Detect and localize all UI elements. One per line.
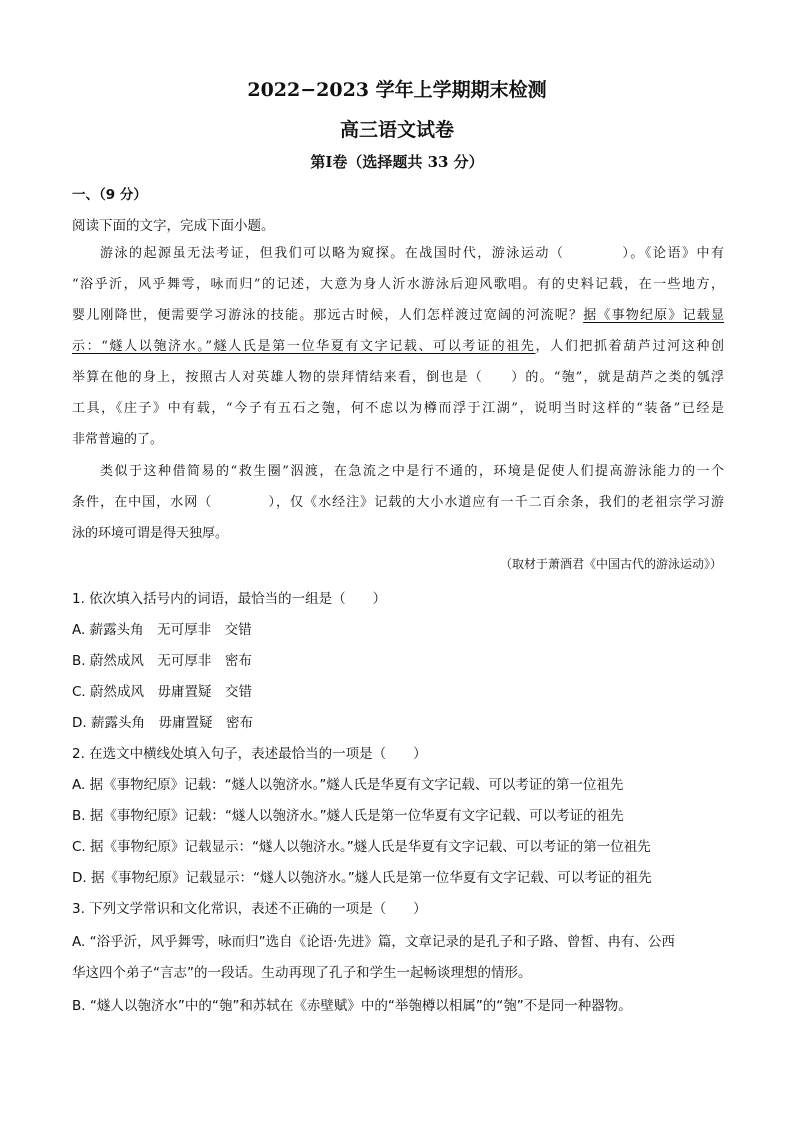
- passage-line: 条件，在中国，水网（ ），仅《水经注》记载的大小水道应有一千二百余条，我们的老祖宗学习游: [72, 495, 724, 510]
- passage-line: “浴乎沂，风乎舞雩，咏而归”的记述，大意为身人沂水游泳后迎风歌唱。有的史料记载，在一些地方，: [72, 277, 724, 292]
- passage-line: 游泳的起源虽无法考证，但我们可以略为窥探。在战国时代，游泳运动（ ）。《论语》中有: [100, 246, 724, 261]
- option-2a: A. 据《事物纪原》记载：“燧人以匏济水。”燧人氏是华夏有文字记载、可以考证的第一位祖先: [72, 777, 624, 793]
- option-3a: A. “浴乎沂，风乎舞雩，咏而归”选自《论语·先进》篇，文章记录的是孔子和子路、曾皙、冉有、公西: [72, 934, 675, 950]
- option-1c: C. 蔚然成风 毋庸置疑 交错: [72, 684, 253, 700]
- option-1a: A. 薪露头角 无可厚非 交错: [72, 622, 252, 638]
- passage-line: 工具，《庄子》中有载，“今子有五石之匏，何不虑以为樽而浮于江湖”，说明当时这样的“装备”已经是: [72, 401, 724, 416]
- volume-heading: 第Ⅰ卷（选择题共 33 分）: [310, 153, 484, 171]
- option-2d: D. 据《事物纪原》记载显示：“燧人以匏济水。”燧人氏是第一位华夏有文字记载、可以考证的祖先: [72, 870, 652, 886]
- section-instruction: 阅读下面的文字，完成下面小题。: [72, 218, 275, 234]
- option-3b: B. “燧人以匏济水”中的“匏”和苏轼在《赤壁赋》中的“举匏樽以相属”的“匏”不是同一种器物。: [72, 998, 632, 1014]
- option-3a-continued: 华这四个弟子“言志”的一段话。生动再现了孔子和学生一起畅谈理想的情形。: [72, 965, 532, 981]
- section-heading: 一、（9 分）: [72, 187, 147, 203]
- exam-subtitle: 高三语文试卷: [339, 119, 454, 141]
- option-1b: B. 蔚然成风 无可厚非 密布: [72, 653, 252, 669]
- underlined-text: 据《事物纪原》记载显: [583, 308, 724, 323]
- passage-paragraph-1: [72, 238, 724, 455]
- question-3: 3. 下列文学常识和文化常识，表述不正确的一项是（ ）: [72, 901, 427, 917]
- passage-line: [72, 300, 724, 331]
- passage-line: 类似于这种借简易的“救生圈”泅渡，在急流之中是行不通的，环境是促使人们提高游泳能力的一个: [100, 464, 724, 479]
- exam-title: 2022−2023 学年上学期期末检测: [247, 79, 547, 101]
- underlined-text: 示：“燧人以匏济水。”燧人氏是第一位华夏有文字记载、可以考证的祖先: [72, 339, 536, 354]
- passage-line: 非常普遍的了。: [72, 432, 164, 447]
- question-1: 1. 依次填入括号内的词语，最恰当的一组是（ ）: [72, 591, 387, 607]
- passage-line: 泳的环境可谓是得天独厚。: [72, 526, 229, 541]
- option-2c: C. 据《事物纪原》记载显示：“燧人以匏济水。”燧人氏是华夏有文字记载、可以考证的第一位祖先: [72, 839, 651, 855]
- option-2b: B. 据《事物纪原》记载：“燧人以匏济水。”燧人氏是第一位华夏有文字记载、可以考证的祖先: [72, 808, 624, 824]
- passage-text: ，人们把抓着葫芦过河这种创: [535, 339, 724, 354]
- passage-line: [72, 331, 724, 362]
- question-2: 2. 在选文中横线处填入句子，表述最恰当的一项是（ ）: [72, 746, 427, 762]
- passage-source: （取材于萧酒君《中国古代的游泳运动》）: [499, 557, 722, 571]
- passage-line: 举算在他的身上，按照古人对英雄人物的崇拜情结来看，倒也是（ ）的。“匏”，就是葫芦之类的瓠浮: [72, 370, 724, 385]
- passage-text: 婴儿刚降世，便需要学习游泳的技能。那远古时候，人们怎样渡过宽阔的河流呢？: [72, 308, 584, 323]
- passage-paragraph-2: [72, 456, 724, 549]
- option-1d: D. 薪露头角 毋庸置疑 密布: [72, 715, 253, 731]
